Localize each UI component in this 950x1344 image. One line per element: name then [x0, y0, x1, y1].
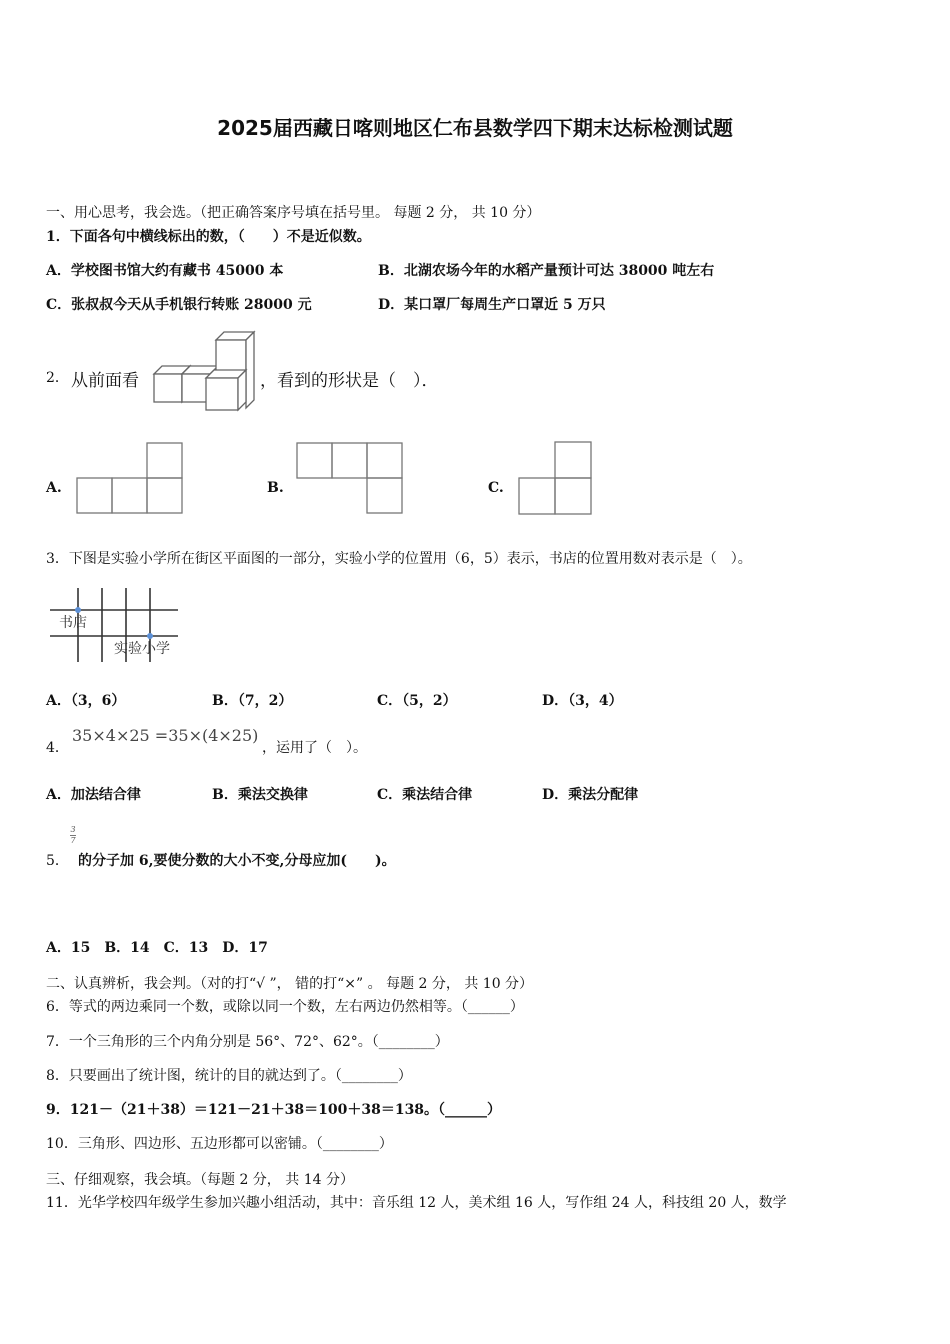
q5-options[interactable]: A．15 B．14 C．13 D．17 [46, 940, 268, 956]
section-2-heading: 二、认真辨析，我会判。（对的打“√ ”， 错的打“×” 。 每题 2 分， 共 10 分） [46, 976, 534, 992]
question-4-number: 4． [46, 740, 69, 756]
map-label-bookstore: 书店 [59, 615, 87, 631]
q3-option-d[interactable]: D．（3，4） [542, 693, 623, 709]
q4-option-d[interactable]: D．乘法分配律 [542, 787, 639, 803]
q1-option-d[interactable]: D．某口罩厂每周生产口罩近 5 万只 [378, 297, 606, 313]
question-7: 7．一个三角形的三个内角分别是 56°、72°、62°。（________） [46, 1034, 449, 1050]
page-title: 2025届西藏日喀则地区仁布县数学四下期末达标检测试题 [217, 116, 733, 140]
question-5-text: 的分子加 6,要使分数的大小不变,分母应加( )。 [78, 853, 396, 869]
question-2-post: ，看到的形状是（ ）． [260, 371, 439, 391]
map-label-school: 实验小学 [114, 641, 170, 657]
q5-fraction [70, 826, 76, 845]
q2-option-a-label[interactable]: A. [46, 480, 62, 496]
question-3-stem: 3．下图是实验小学所在街区平面图的一部分，实验小学的位置用（6，5）表示，书店的位置用数对表示是（ ）。 [46, 551, 752, 567]
q3-option-a[interactable]: A．（3，6） [46, 693, 126, 709]
section-3-heading: 三、仔细观察，我会填。（每题 2 分， 共 14 分） [46, 1172, 354, 1188]
q1-option-a[interactable]: A．学校图书馆大约有藏书 45000 本 [46, 263, 284, 279]
q2-option-c-label[interactable]: C. [488, 480, 504, 496]
cube-figure [150, 330, 260, 415]
question-4-post: ，运用了（ ）。 [262, 740, 367, 756]
section-1-heading: 一、用心思考，我会选。（把正确答案序号填在括号里。 每题 2 分， 共 10 分） [46, 205, 541, 221]
q4-option-a[interactable]: A．加法结合律 [46, 787, 141, 803]
q4-option-b[interactable]: B．乘法交换律 [212, 787, 308, 803]
q1-option-c[interactable]: C．张叔叔今天从手机银行转账 28000 元 [46, 297, 312, 313]
q2-option-b-label[interactable]: B. [267, 480, 284, 496]
question-2-number: 2． [46, 370, 69, 386]
q5-fraction-denominator: 7 [70, 836, 76, 845]
question-10: 10．三角形、四边形、五边形都可以密铺。（________） [46, 1136, 393, 1152]
question-5-number: 5． [46, 853, 69, 869]
q1-option-b[interactable]: B．北湖农场今年的水稻产量预计可达 38000 吨左右 [378, 263, 715, 279]
q2-option-c-figure[interactable] [518, 440, 592, 516]
question-2-pre: 从前面看 [71, 371, 139, 391]
question-8: 8．只要画出了统计图，统计的目的就达到了。（________） [46, 1068, 412, 1084]
q2-option-b-figure[interactable] [296, 442, 404, 516]
q4-expression: 35×4×25 =35×(4×25) [72, 726, 259, 745]
question-1-stem: 1．下面各句中横线标出的数，（ ）不是近似数。 [46, 229, 371, 245]
q5-fraction-numerator: 3 [70, 825, 76, 834]
question-6: 6．等式的两边乘同一个数，或除以同一个数，左右两边仍然相等。（______） [46, 999, 524, 1015]
q3-option-c[interactable]: C．（5，2） [377, 693, 457, 709]
q4-option-c[interactable]: C．乘法结合律 [377, 787, 473, 803]
question-9: 9．121－（21＋38）＝121－21＋38＝100＋38＝138。（______） [46, 1102, 502, 1118]
q3-option-b[interactable]: B．（7，2） [212, 693, 293, 709]
question-11: 11．光华学校四年级学生参加兴趣小组活动，其中：音乐组 12 人，美术组 16 人，写作组 24 人，科技组 20 人，数学 [46, 1195, 787, 1211]
q2-option-a-figure[interactable] [76, 442, 184, 516]
